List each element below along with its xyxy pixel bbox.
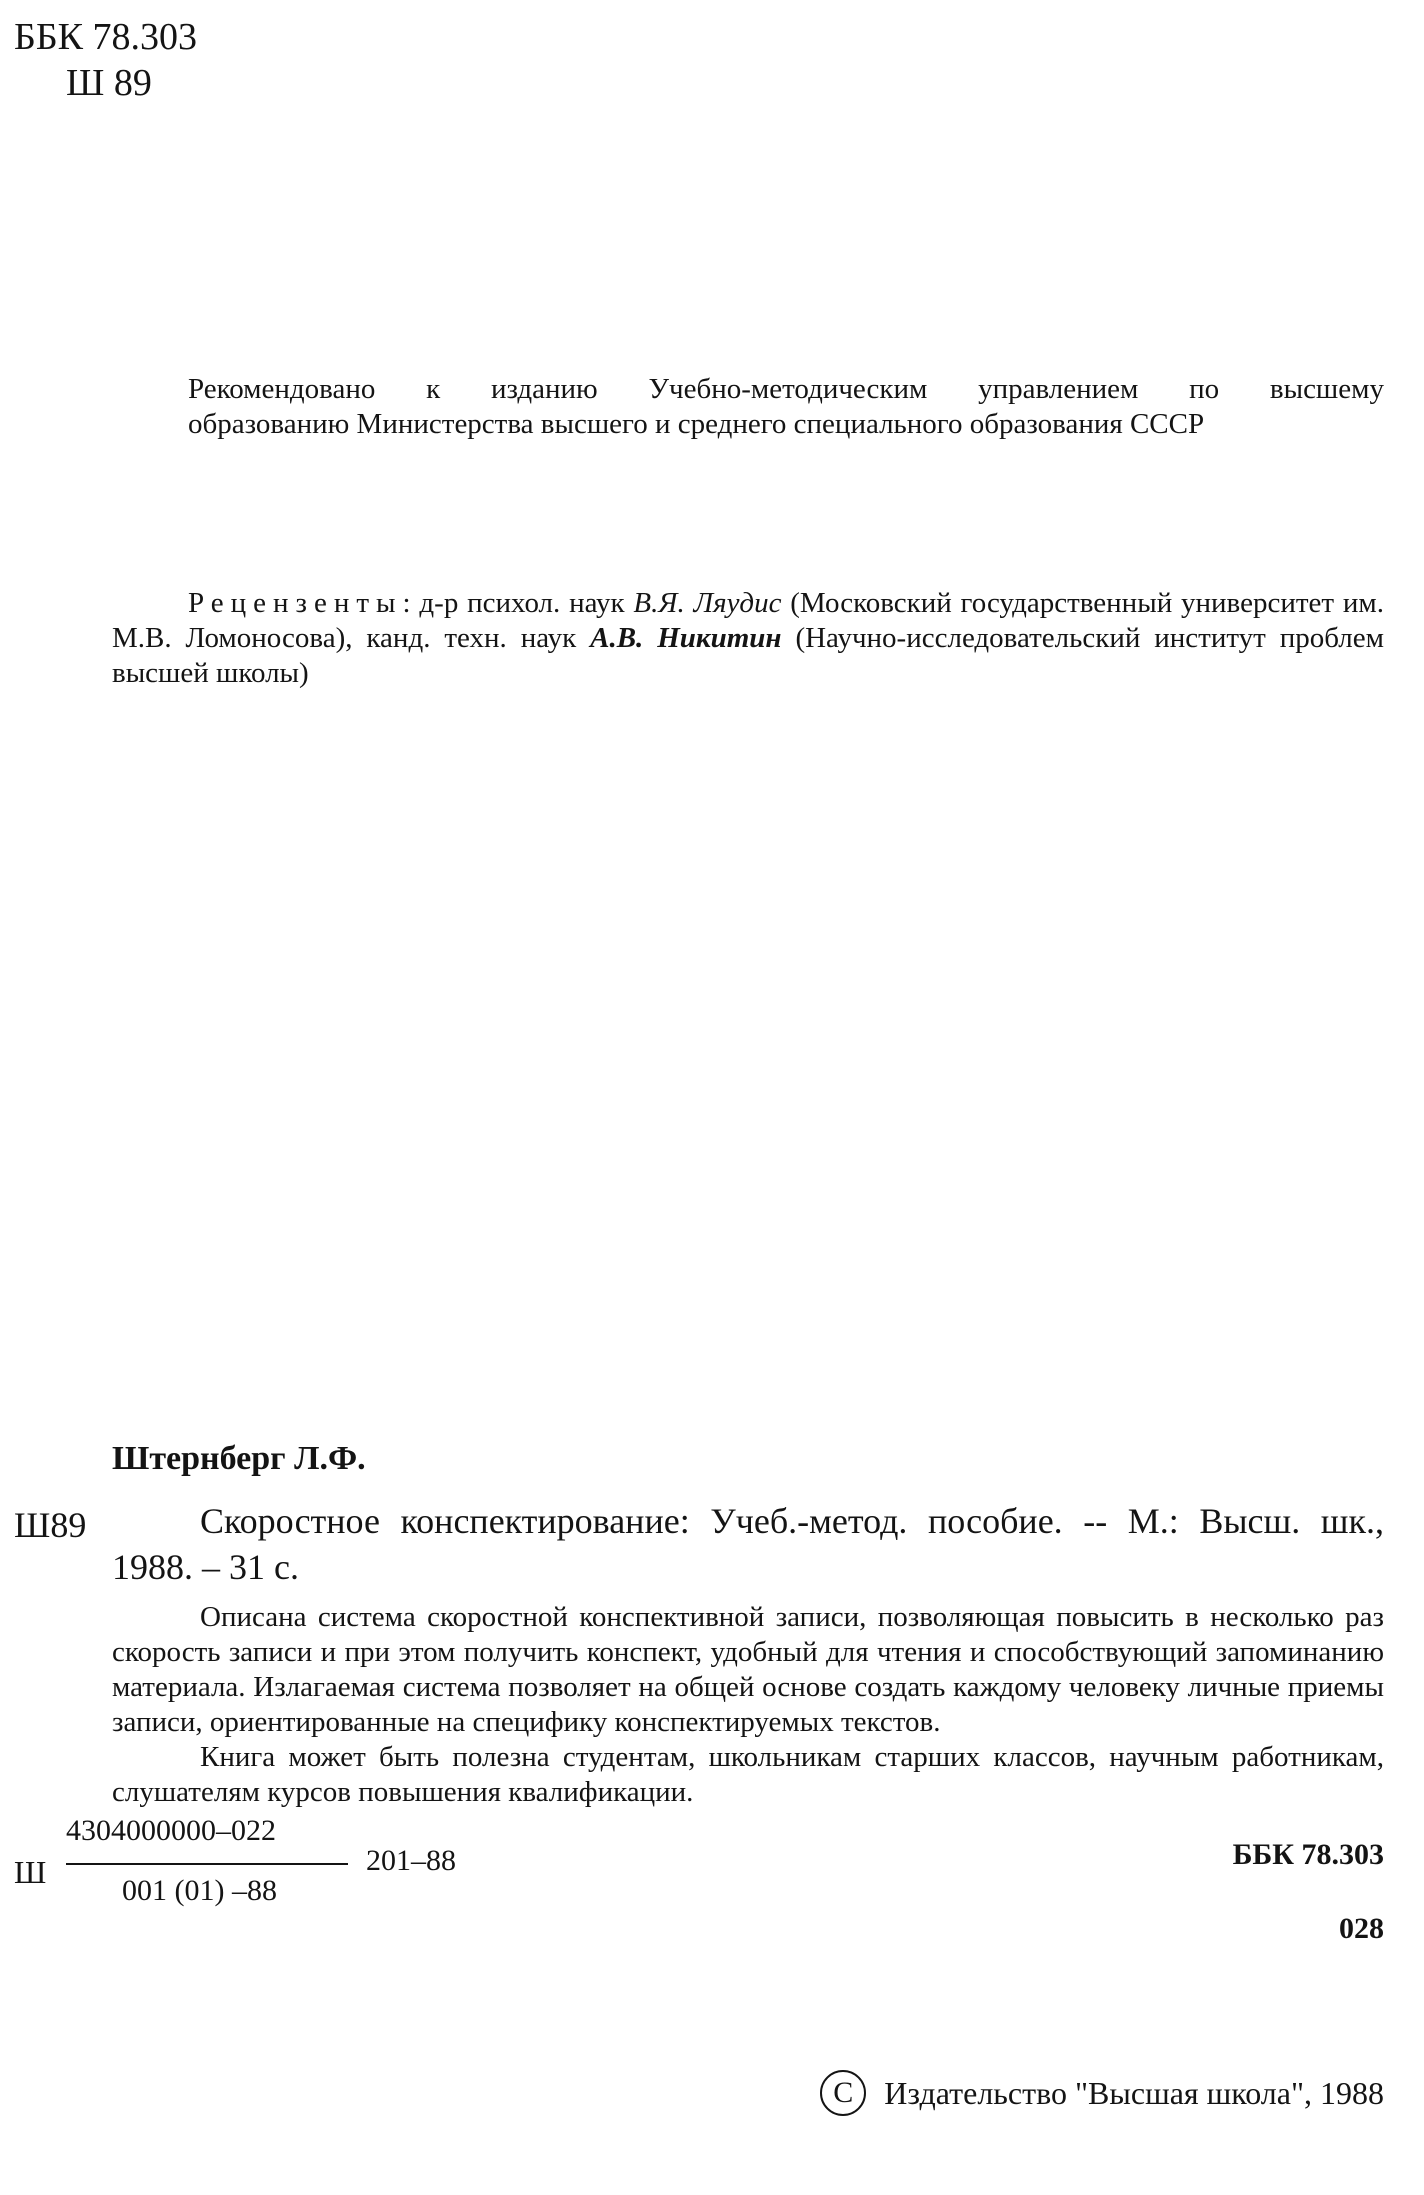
index-fraction bbox=[14, 1812, 534, 1922]
reviewer-name-2: А.В. Никитин bbox=[590, 622, 782, 654]
reviewers-text-3: (Научно-исследовательский институт проблем высшей школы) bbox=[112, 622, 1384, 689]
abstract-paragraph-2: Книга может быть полезна студентам, школьникам старших классов, научным работникам, слушателям курсов повышения квалификации. bbox=[112, 1741, 1384, 1808]
fraction-side-number: 201–88 bbox=[366, 1844, 456, 1877]
fraction-bar bbox=[66, 1863, 348, 1865]
reviewer-name-1: В.Я. Ляудис bbox=[633, 587, 782, 619]
reviewers-text-2: (Московский государственный университет им. М.В. Ломоносова), канд. техн. наук bbox=[112, 587, 1384, 654]
reviewers-note bbox=[112, 586, 1384, 691]
reviewers-text-1: : д-р психол. наук bbox=[402, 587, 634, 619]
catalog-abstract bbox=[112, 1600, 1384, 1810]
catalog-code: Ш89 bbox=[14, 1505, 87, 1545]
catalog-author: Штернберг Л.Ф. bbox=[112, 1440, 366, 1477]
copyright-line bbox=[820, 2070, 1384, 2116]
bottom-bbk-code: ББК 78.303 bbox=[1232, 1838, 1384, 1871]
recommendation-line-1: Рекомендовано к изданию Учебно-методическим управлением по высшему bbox=[188, 373, 1384, 405]
copyright-icon: C bbox=[820, 2070, 866, 2116]
fraction-denominator: 001 (01) –88 bbox=[122, 1874, 277, 1907]
recommendation-line-2: образованию Министерства высшего и среднего специального образования СССР bbox=[188, 408, 1205, 440]
header-classification-codes bbox=[14, 14, 197, 106]
reviewers-paragraph bbox=[112, 586, 1384, 691]
bbk-code: ББК 78.303 bbox=[14, 16, 197, 58]
author-sign-code: Ш 89 bbox=[66, 62, 152, 104]
catalog-title-block bbox=[112, 1498, 1384, 1590]
abstract-paragraph-1: Описана система скоростной конспективной записи, позволяющая повысить в несколько раз скорость записи и при этом получить конспект, удобный для чтения и способствующий запоминанию материала. Излагаемая система позволяет на общей основе создать каждому человеку личные приемы записи, ориентированные на специфику конспектируемых текстов. bbox=[112, 1601, 1384, 1738]
catalog-title: Скоростное конспектирование: Учеб.-метод. пособие. -- М.: Высш. шк., 1988. – 31 с. bbox=[112, 1501, 1384, 1587]
reviewers-label: Рецензенты bbox=[188, 587, 403, 619]
fraction-numerator: 4304000000–022 bbox=[66, 1814, 276, 1847]
fraction-letter: Ш bbox=[14, 1854, 47, 1890]
copyright-text: Издательство "Высшая школа", 1988 bbox=[884, 2074, 1384, 2111]
recommendation-note bbox=[112, 372, 1384, 442]
bottom-classification bbox=[1233, 1818, 1384, 1966]
bottom-code: 028 bbox=[1339, 1912, 1384, 1945]
